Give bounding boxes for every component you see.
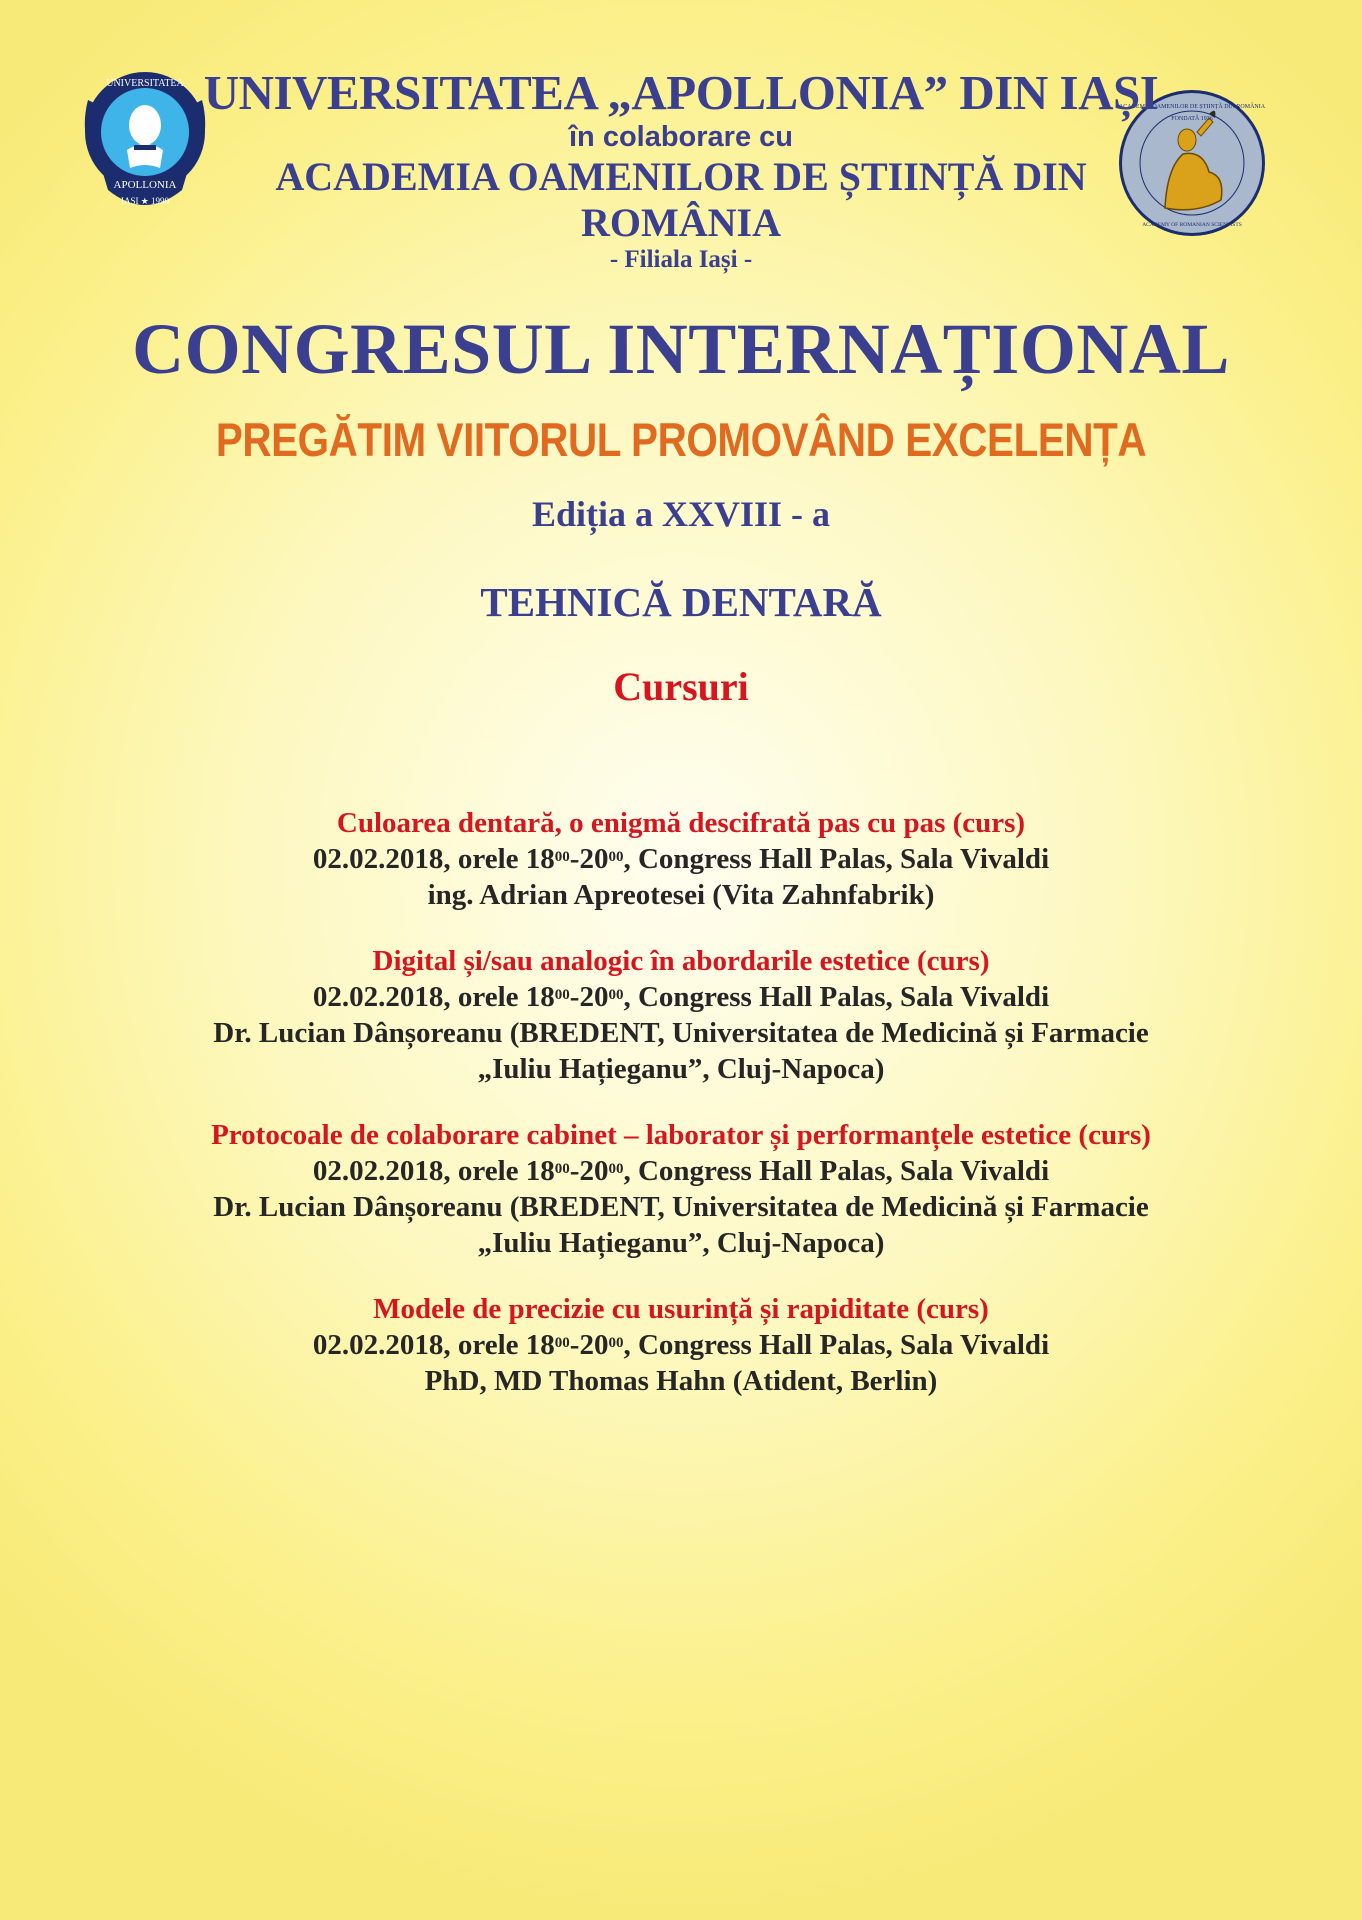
academy-name-line1: ACADEMIA OAMENILOR DE ȘTIINȚĂ DIN: [275, 154, 1087, 199]
course-speaker-affiliation: „Iuliu Hațieganu”, Cluj-Napoca): [477, 1053, 885, 1085]
course-item: [0, 1117, 1362, 1261]
course-schedule: 02.02.2018, orele $18^{00}-20^{00}$, Congress Hall Palas, Sala Vivaldi: [312, 981, 1050, 1013]
course-schedule: 02.02.2018, orele $18^{00}-20^{00}$, Congress Hall Palas, Sala Vivaldi: [312, 1155, 1050, 1187]
academy-name: [0, 154, 1362, 246]
seal-founded-text: FONDATĂ 1936: [1171, 116, 1213, 122]
course-item: [0, 1291, 1362, 1399]
course-speaker: PhD, MD Thomas Hahn (Atident, Berlin): [424, 1365, 938, 1397]
collaboration-text: în colaborare cu: [568, 121, 793, 153]
university-name: UNIVERSITATEA „APOLLONIA” DIN IAȘI: [203, 65, 1159, 120]
academy-name-line2: ROMÂNIA: [581, 200, 781, 245]
event-motto: PREGĂTIM VIITORUL PROMOVÂND EXCELENȚA: [215, 413, 1147, 466]
course-item: [0, 805, 1362, 913]
event-section: TEHNICĂ DENTARĂ: [480, 579, 882, 625]
course-title: Culoarea dentară, o enigmă descifrată pas cu pas (curs): [336, 807, 1026, 839]
course-schedule: 02.02.2018, orele $18^{00}-20^{00}$, Congress Hall Palas, Sala Vivaldi: [312, 843, 1050, 875]
branch-name: - Filiala Iași -: [609, 246, 753, 273]
course-title: Modele de precizie cu usurință și rapiditate (curs): [373, 1293, 989, 1325]
course-title: Digital și/sau analogic în abordarile estetice (curs): [372, 945, 990, 977]
event-category: Cursuri: [613, 664, 749, 709]
course-speaker: ing. Adrian Apreotesei (Vita Zahnfabrik): [427, 879, 935, 911]
course-speaker: Dr. Lucian Dânșoreanu (BREDENT, Universitatea de Medicină și Farmacie: [213, 1017, 1149, 1049]
seal-ring-text-top: ACADEMIA OAMENILOR DE ȘTIINȚĂ DIN ROMÂNIA: [1118, 104, 1266, 110]
seal-ring-text-bottom: APOLLONIA: [113, 179, 177, 191]
seal-ring-text-bottom: ACADEMY OF ROMANIAN SCIENTISTS: [1142, 222, 1242, 228]
course-title: Protocoale de colaborare cabinet – laborator și performanțele estetice (curs): [211, 1119, 1151, 1151]
event-edition: Ediția a XXVIII - a: [531, 494, 831, 534]
event-title: CONGRESUL INTERNAȚIONAL: [132, 309, 1230, 389]
course-list: [0, 805, 1362, 1429]
seal-footer-text: IAȘI ★ 1990: [120, 196, 170, 206]
seal-ring-text-top: UNIVERSITATEA: [106, 78, 184, 89]
course-speaker-affiliation: „Iuliu Hațieganu”, Cluj-Napoca): [477, 1227, 885, 1259]
course-schedule: 02.02.2018, orele $18^{00}-20^{00}$, Congress Hall Palas, Sala Vivaldi: [312, 1329, 1050, 1361]
course-speaker: Dr. Lucian Dânșoreanu (BREDENT, Universitatea de Medicină și Farmacie: [213, 1191, 1149, 1223]
course-item: [0, 943, 1362, 1087]
